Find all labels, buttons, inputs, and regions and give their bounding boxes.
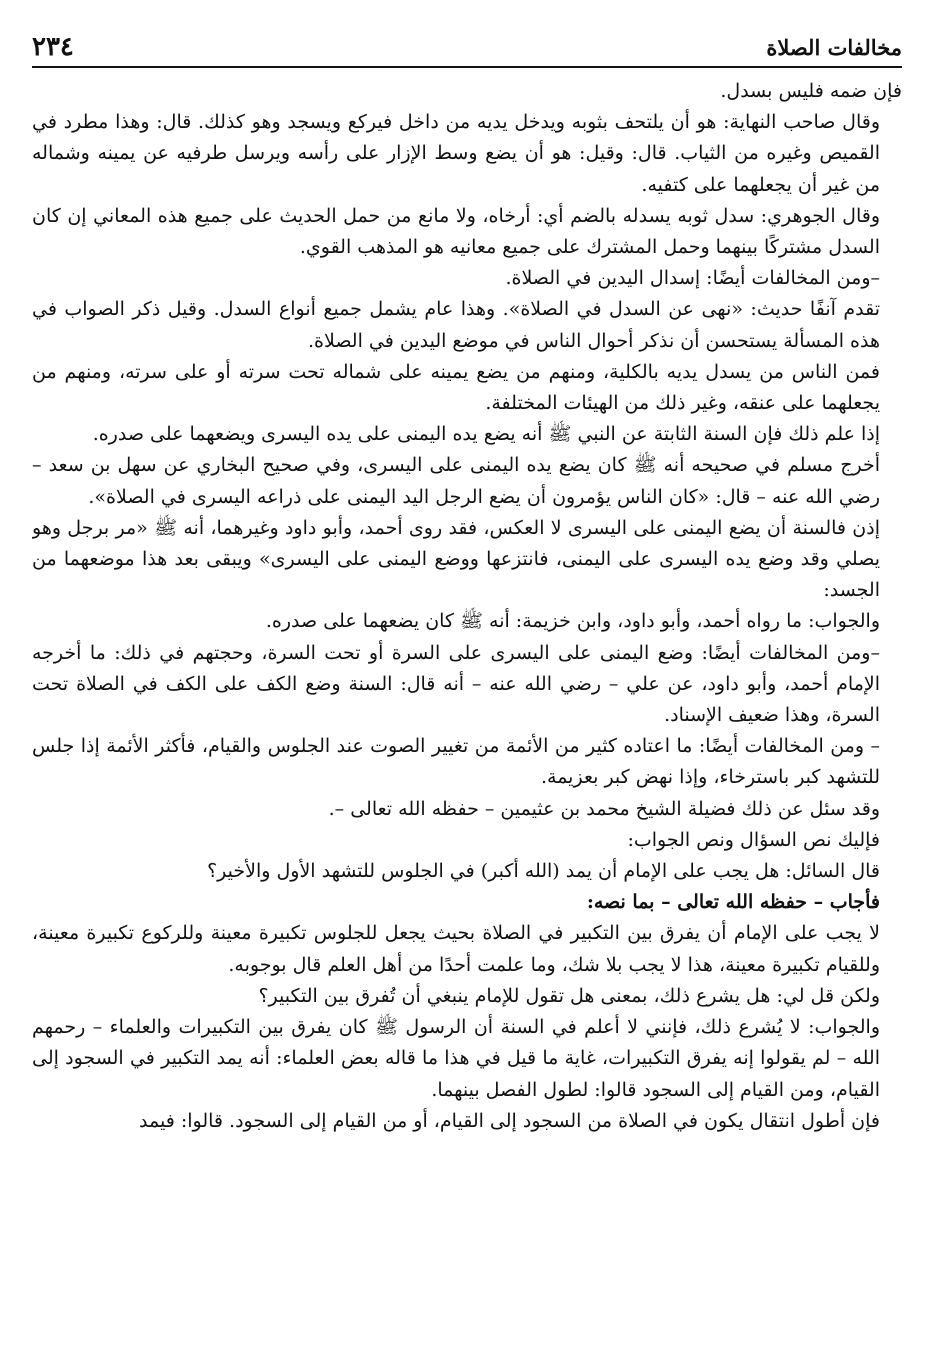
paragraph: لا يجب على الإمام أن يفرق بين التكبير في الصلاة بحيث يجعل للجلوس تكبيرة معينة وللركوع تكبيرة معينة، وللقيام تكبيرة معينة، هذا لا يجب بلا شك، وما علمت أحدًا من أهل العلم قال بوجوبه. bbox=[32, 922, 880, 976]
paragraph: تقدم آنفًا حديث: «نهى عن السدل في الصلاة». وهذا عام يشمل جميع أنواع السدل. وقيل ذكر الصواب في هذه المسألة يستحسن أن نذكر أحوال الناس في موضع اليدين في الصلاة. bbox=[32, 298, 880, 352]
paragraph: فإن أطول انتقال يكون في الصلاة من السجود إلى القيام، أو من القيام إلى السجود. قالوا: فيمد bbox=[139, 1109, 880, 1132]
paragraph: وقال الجوهري: سدل ثوبه يسدله بالضم أي: أرخاه، ولا مانع من حمل الحديث على جميع هذه المعاني إن كان السدل مشتركًا بينهما وحمل المشترك على جميع معانيه هو المذهب القوي. bbox=[32, 204, 880, 259]
paragraph: إذن فالسنة أن يضع اليمنى على اليسرى لا العكس، فقد روى أحمد، وأبو داود وغيرهما، أنه ﷺ «مر برجل وهو يصلي وقد وضع يده اليسرى على اليمنى، فانتزعها ووضع اليمنى على اليسرى» ويبقى بعد هذا موضعهما من الجسد: bbox=[32, 516, 880, 602]
paragraph: –ومن المخالفات أيضًا: وضع اليمنى على اليسرى على السرة أو تحت السرة، وحجتهم في ذلك: ما أخرجه الإمام أحمد، وأبو داود، عن علي – رضي الله عنه – أنه قال: السنة وضع الكف على الكف في الصلاة تحت السرة، وهذا ضعيف الإسناد. bbox=[32, 641, 880, 727]
paragraph: فمن الناس من يسدل يديه بالكلية، ومنهم من يضع يمينه على شماله تحت سرته أو على سرته، ومنهم من يجعلهما على عنقه، وغير ذلك من الهيئات المختلفة. bbox=[32, 360, 881, 415]
paragraph: وقال صاحب النهاية: هو أن يلتحف بثوبه ويدخل يديه من داخل فيركع ويسجد وهو كذلك. قال: وهذا مطرد في القميص وغيره من الثياب. قال: وقيل: هو أن يضع وسط الإزار على رأسه ويرسل طرفيه عن يمينه وشماله من غير أن يجعلهما على كتفيه. bbox=[32, 111, 880, 196]
paragraph: وقد سئل عن ذلك فضيلة الشيخ محمد بن عثيمين – حفظه الله تعالى –. bbox=[328, 797, 880, 820]
paragraph: أخرج مسلم في صحيحه أنه ﷺ كان يضع يده اليمنى على اليسرى، وفي صحيح البخاري عن سهل بن سعد – رضي الله عنه – قال: «كان الناس يؤمرون أن يضع الرجل اليد اليمنى على ذراعه اليسرى في الصلاة». bbox=[32, 454, 880, 508]
page-header bbox=[32, 28, 902, 68]
paragraph: قال السائل: هل يجب على الإمام أن يمد (الله أكبر) في الجلوس للتشهد الأول والأخير؟ bbox=[207, 860, 880, 883]
paragraph: –ومن المخالفات أيضًا: إسدال اليدين في الصلاة. bbox=[505, 267, 880, 290]
page-body bbox=[32, 76, 902, 1137]
page-number: ٢٣٤ bbox=[32, 32, 74, 62]
book-page bbox=[32, 28, 902, 1338]
paragraph: – ومن المخالفات أيضًا: ما اعتاده كثير من الأئمة من تغيير الصوت عند الجلوس والقيام، فأكثر الأئمة إذا جلس للتشهد كبر باسترخاء، وإذا نهض كبر بعزيمة. bbox=[32, 735, 880, 789]
paragraph: والجواب: ما رواه أحمد، وأبو داود، وابن خزيمة: أنه ﷺ كان يضعهما على صدره. bbox=[265, 610, 880, 633]
paragraph: ولكن قل لي: هل يشرع ذلك، بمعنى هل تقول للإمام ينبغي أن تُفرق بين التكبير؟ bbox=[258, 984, 880, 1007]
running-title: مخالفات الصلاة bbox=[766, 34, 902, 60]
paragraph: فإن ضمه فليس بسدل. bbox=[720, 80, 902, 102]
paragraph: والجواب: لا يُشرع ذلك، فإنني لا أعلم في السنة أن الرسول ﷺ كان يفرق بين التكبيرات والعلماء – رحمهم الله – لم يقولوا إنه يفرق التكبيرات، غاية ما قيل في هذا ما قاله بعض العلماء: أنه يمد التكبير في السجود إلى القيام، ومن القيام إلى السجود قالوا: لطول الفصل بينهما. bbox=[32, 1016, 880, 1101]
paragraph: فأجاب – حفظه الله تعالى – بما نصه: bbox=[586, 891, 880, 914]
paragraph: إذا علم ذلك فإن السنة الثابتة عن النبي ﷺ أنه يضع يده اليمنى على يده اليسرى ويضعهما على صدره. bbox=[92, 423, 880, 446]
paragraph: فإليك نص السؤال ونص الجواب: bbox=[627, 828, 880, 851]
